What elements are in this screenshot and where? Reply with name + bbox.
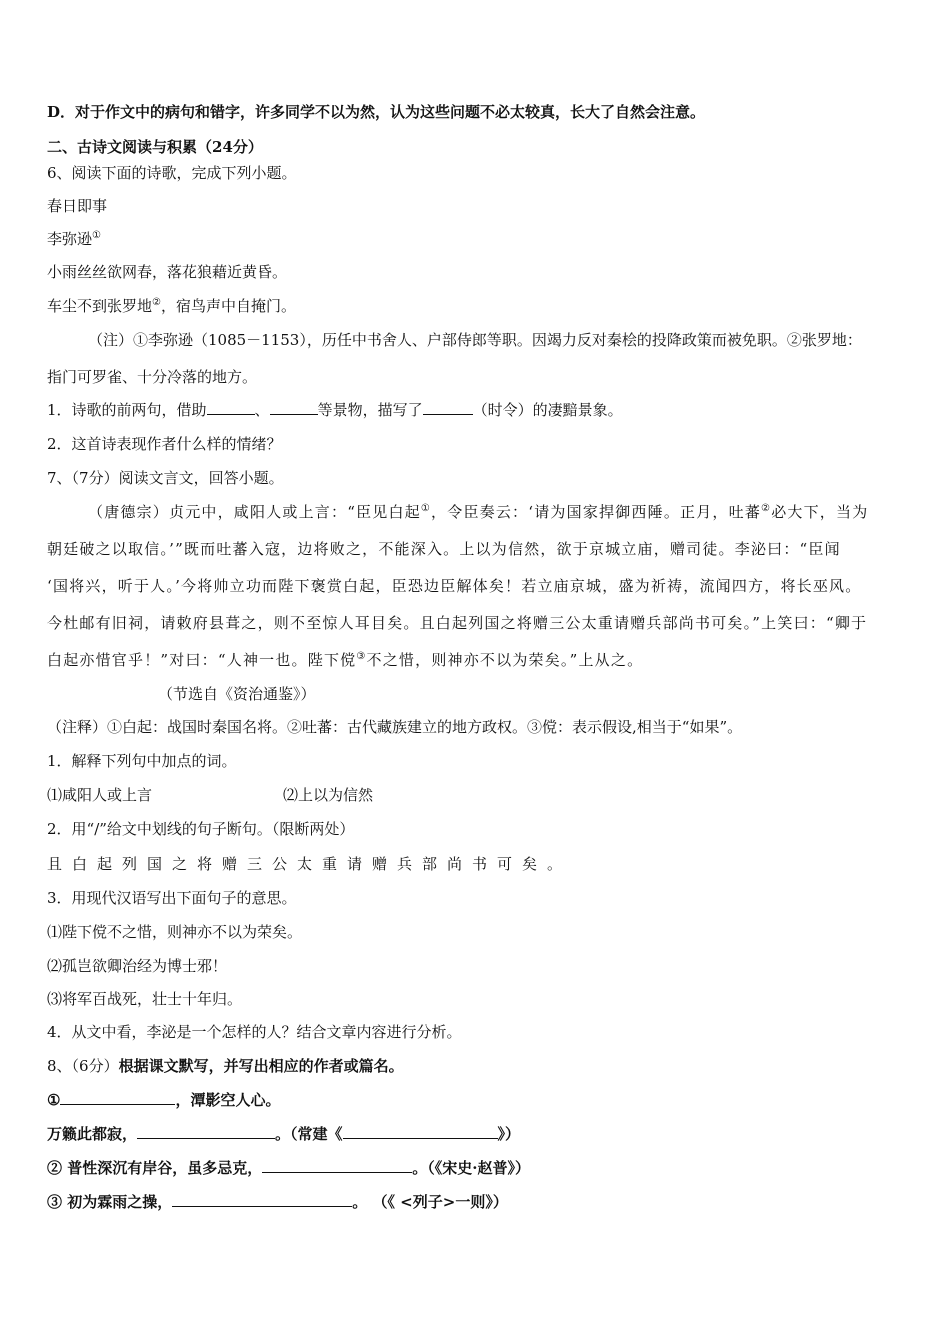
q6-sub1: 1．诗歌的前两句，借助 、 等景物，描写了 （时令）的凄黯景象。 — [47, 401, 623, 419]
passage-notes: （注释）①白起：战国时秦国名将。②吐蕃：古代藏族建立的地方政权。③傥：表示假设,相当于“如果”。 — [47, 718, 743, 736]
q7-sub4: 4．从文中看，李泌是一个怎样的人？结合文章内容进行分析。 — [47, 1023, 462, 1041]
answer-blank[interactable] — [207, 400, 255, 415]
answer-blank[interactable] — [172, 1192, 352, 1207]
passage-line-1: （唐德宗）贞元中，咸阳人或上言：“臣见白起①，令臣奏云：‘请为国家捍御西陲。正月，吐蕃②必大下，当为 — [88, 503, 869, 521]
passage-line-2: 朝廷破之以取信。’”既而吐蕃入寇，边将败之，不能深入。上以为信然，欲于京城立庙，赠司徒。李泌曰：“臣闻 — [47, 540, 841, 558]
answer-blank[interactable] — [343, 1124, 498, 1139]
poem-line-1: 小雨丝丝欲网春，落花狼藉近黄昏。 — [47, 263, 288, 281]
answer-blank[interactable] — [423, 400, 473, 415]
answer-blank[interactable] — [270, 400, 318, 415]
passage-line-5: 白起亦惜官乎！”对曰：“人神一也。陛下傥③不之惜，则神亦不以为荣矣。”上从之。 — [47, 651, 644, 669]
q8-item2: ② 普性深沉有岸谷，虽多忌克， 。（《宋史·赵普》） — [47, 1159, 530, 1177]
passage-source: （节选自《资治通鉴》） — [158, 685, 316, 703]
poem-line-2: 车尘不到张罗地②，宿鸟声中自掩门。 — [47, 297, 296, 315]
q7-sub1-item1: ⑴咸阳人或上言 — [47, 786, 153, 804]
passage-line-4: 今杜邮有旧祠，请敕府县葺之，则不至惊人耳目矣。且白起列国之将赠三公太重请赠兵部尚书可矣。”上笑曰：“卿于 — [47, 614, 868, 632]
answer-blank[interactable] — [262, 1158, 412, 1173]
q7-sub3-item2: ⑵孤岂欲卿治经为博士邪！ — [47, 957, 228, 975]
q7-intro: 7、（7分）阅读文言文，回答小题。 — [47, 469, 284, 487]
q7-sub3: 3．用现代汉语写出下面句子的意思。 — [47, 889, 297, 907]
q6-sub2: 2．这首诗表现作者什么样的情绪？ — [47, 435, 282, 453]
poem-title: 春日即事 — [47, 197, 108, 215]
q7-sub2-sentence: 且白起列国之将赠三公太重请赠兵部尚书可矣。 — [47, 855, 573, 873]
answer-blank[interactable] — [60, 1090, 175, 1105]
q8-item1b: 万籁此都寂， 。（常建《 》） — [47, 1125, 521, 1143]
q8-item1: ① ，潭影空人心。 — [47, 1091, 281, 1109]
section-heading: 二、古诗文阅读与积累（24分） — [47, 138, 263, 156]
poem-note-2: 指门可罗雀、十分冷落的地方。 — [47, 368, 258, 386]
q6-intro: 6、阅读下面的诗歌，完成下列小题。 — [47, 164, 297, 182]
passage-line-3: ‘国将兴，听于人。’今将帅立功而陛下褒赏白起，臣恐边臣解体矣！若立庙京城，盛为祈祷，流闻四方，将长巫风。 — [47, 577, 862, 595]
option-d: D．对于作文中的病句和错字，许多同学不以为然，认为这些问题不必太较真，长大了自然会注意。 — [47, 103, 706, 121]
q7-sub3-item1: ⑴陛下傥不之惜，则神亦不以为荣矣。 — [47, 923, 303, 941]
poem-note-1: （注）①李弥逊（1085－1153），历任中书舍人、户部侍郎等职。因竭力反对秦桧的投降政策而被免职。②张罗地： — [88, 331, 862, 349]
poem-author: 李弥逊① — [47, 230, 101, 248]
answer-blank[interactable] — [137, 1124, 275, 1139]
q7-sub3-item3: ⑶将军百战死，壮士十年归。 — [47, 990, 243, 1008]
q8-intro: 8、（6分）根据课文默写，并写出相应的作者或篇名。 — [47, 1057, 404, 1075]
q7-sub1-item2: ⑵上以为信然 — [283, 786, 374, 804]
q8-item3: ③ 初为霖雨之操， 。 （《 <列子>一则》） — [47, 1193, 508, 1211]
q7-sub1: 1．解释下列句中加点的词。 — [47, 752, 237, 770]
q7-sub2: 2．用“/”给文中划线的句子断句。（限断两处） — [47, 820, 355, 838]
